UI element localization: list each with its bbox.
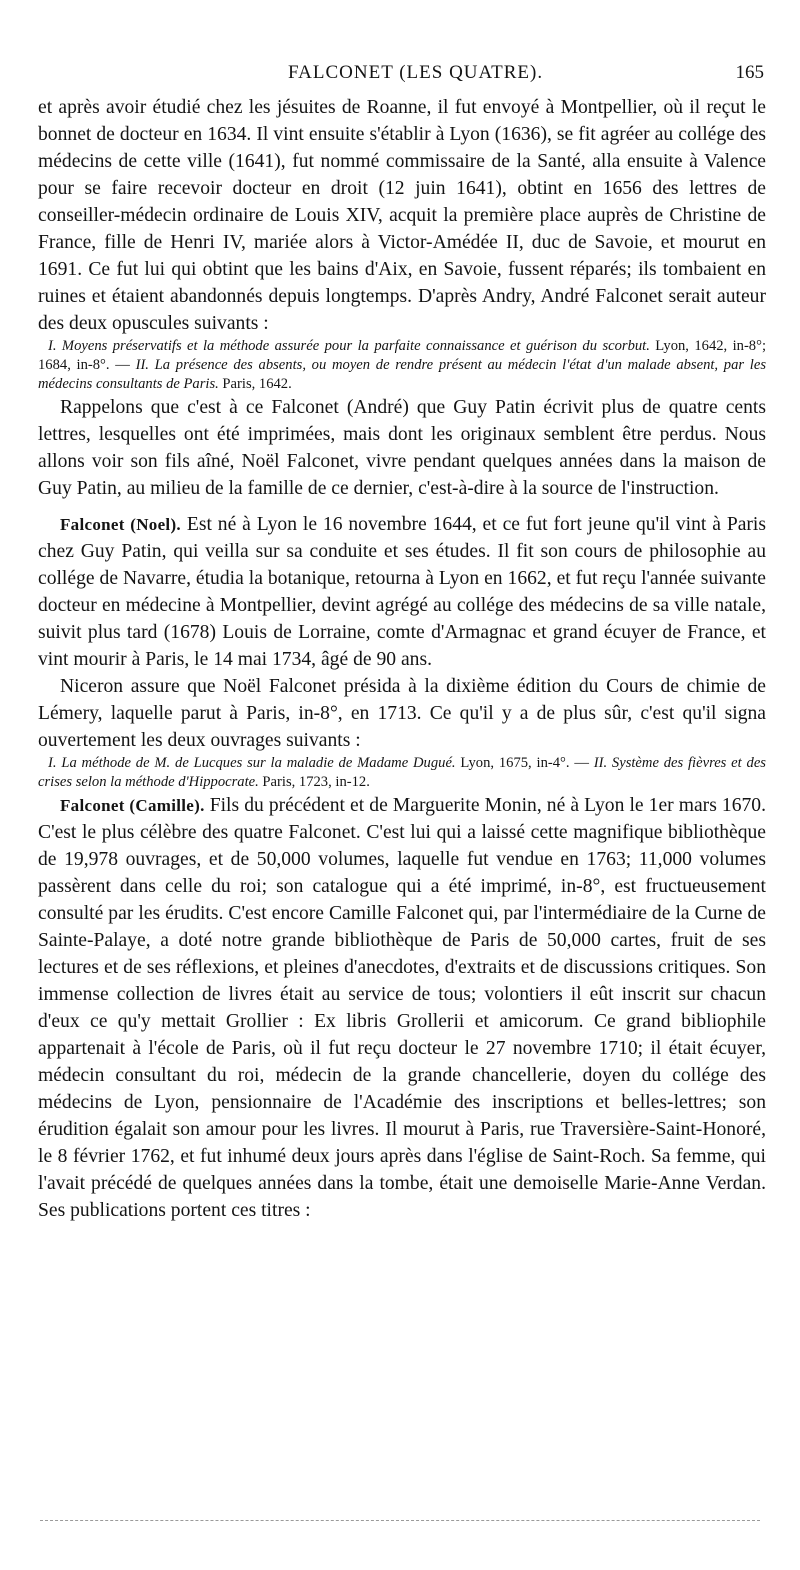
bib-publication: Lyon, 1642, in-8°; 1684, in-8°. — xyxy=(38,338,766,373)
paragraph-andre-continued: et après avoir étudié chez les jésuites de Roanne, il fut envoyé à Montpellier, où il reçut le bonnet de docteur en 1634. Il vint ensuite s'établir à Lyon (1636), se fit agréer au collége des médecins de cette ville (1641), fut nommé commissaire de la Santé, alla ensuite à Valence pour se faire recevoir docteur en droit (12 juin 1641), obtint en 1656 des lettres de conseiller-médecin ordinaire de Louis XIV, acquit la première place auprès de Christine de France, fille de Henri IV, mariée alors à Victor-Amédée II, duc de Savoie, et mourut en 1691. Ce fut lui qui obtint que les bains d'Aix, en Savoie, fussent réparés; ils tombaient en ruines et étaient abandonnés depuis longtemps. D'après Andry, André Falconet serait auteur des deux opuscules suivants : xyxy=(38,97,766,334)
bib-publication: Paris, 1642. xyxy=(218,376,292,392)
entry-text: Est né à Lyon le 16 novembre 1644, et ce fut fort jeune qu'il vint à Paris chez Guy Patin, qui veilla sur sa conduite et ses études. Il fit son cours de philosophie au collége de Navarre, étudia la botanique, retourna à Lyon en 1662, et fut reçu l'année suivante docteur en médecine à Montpellier, devint agrégé au collége des médecins de sa ville natale, suivit plus tard (1678) Louis de Lorraine, comte d'Armagnac et grand écuyer de France, et vint mourir à Paris, le 14 mai 1734, âgé de 90 ans. xyxy=(38,514,767,670)
bib-publication: Lyon, 1675, in-4°. — xyxy=(455,755,594,771)
bib-title: I. La méthode de M. de Lucques sur la maladie de Madame Dugué. xyxy=(48,755,456,771)
bib-title: II. La présence des absents, ou moyen de rendre présent au médecin l'état d'un malade absent, par les médecins consultants de Paris. xyxy=(38,357,766,392)
entry-camille-falconet xyxy=(38,792,766,1224)
bib-publication: Paris, 1723, in-12. xyxy=(258,774,370,790)
footer-rule xyxy=(40,1520,760,1521)
entry-heading: Falconet (Noel). xyxy=(60,515,181,534)
page-header xyxy=(38,62,768,88)
paragraph-niceron: Niceron assure que Noël Falconet présida à la dixième édition du Cours de chimie de Lémery, laquelle parut à Paris, in-8°, en 1713. Ce qu'il y a de plus sûr, c'est qu'il signa ouvertement les deux ouvrages suivants : xyxy=(38,676,766,751)
page-body xyxy=(38,94,766,1224)
entry-noel-falconet xyxy=(38,511,766,673)
paragraph-guy-patin: Rappelons que c'est à ce Falconet (André) que Guy Patin écrivit plus de quatre cents lettres, lesquelles ont été imprimées, mais dont les originaux semblent être perdus. Nous allons voir son fils aîné, Noël Falconet, vivre pendant quelques années dans la maison de Guy Patin, au milieu de la famille de ce dernier, c'est-à-dire à la source de l'instruction. xyxy=(38,397,766,499)
entry-heading: Falconet (Camille). xyxy=(60,796,205,815)
andre-bibliography xyxy=(38,337,766,394)
running-title: FALCONET (LES QUATRE). xyxy=(288,62,544,83)
bib-title: I. Moyens préservatifs et la méthode assurée pour la parfaite connaissance et guérison du scorbut. xyxy=(48,338,650,354)
entry-text: Fils du précédent et de Marguerite Monin, né à Lyon le 1er mars 1670. C'est le plus célèbre des quatre Falconet. C'est lui qui a laissé cette magnifique bibliothèque de 19,978 ouvrages, et de 50,000 volumes, laquelle fut vendue en 1763; 11,000 volumes passèrent dans celle du roi; son catalogue qui a été imprimé, in-8°, est fructueusement consulté par les érudits. C'est encore Camille Falconet qui, par l'intermédiaire de la Curne de Sainte-Palaye, a doté notre grande bibliothèque de Paris de 50,000 cartes, fruit de ses lectures et de ses réflexions, et pleines d'anecdotes, d'extraits et de discussions critiques. Son immense collection de livres était au service de tous; volontiers il eût inscrit sur chacun d'eux ce qu'y mettait Grollier : Ex libris Grollerii et amicorum. Ce grand bibliophile appartenait à l'école de Paris, où il fut reçu docteur le 27 novembre 1710; il était écuyer, médecin consultant du roi, médecin de la grande chancellerie, doyen du collége des médecins de Lyon, pensionnaire de l'Académie des inscriptions et belles-lettres; son érudition égalait son amour pour les livres. Il mourut à Paris, rue Traversière-Saint-Honoré, le 8 février 1762, et fut inhumé deux jours après dans l'église de Saint-Roch. Sa femme, qui l'avait précédé de quelques années dans la tombe, était une demoiselle Marie-Anne Verdan. Ses publications portent ces titres : xyxy=(38,795,766,1221)
noel-bibliography xyxy=(38,754,766,792)
page-number: 165 xyxy=(735,62,764,83)
bib-title: II. Système des fièvres et des crises selon la méthode d'Hippocrate. xyxy=(38,755,766,790)
